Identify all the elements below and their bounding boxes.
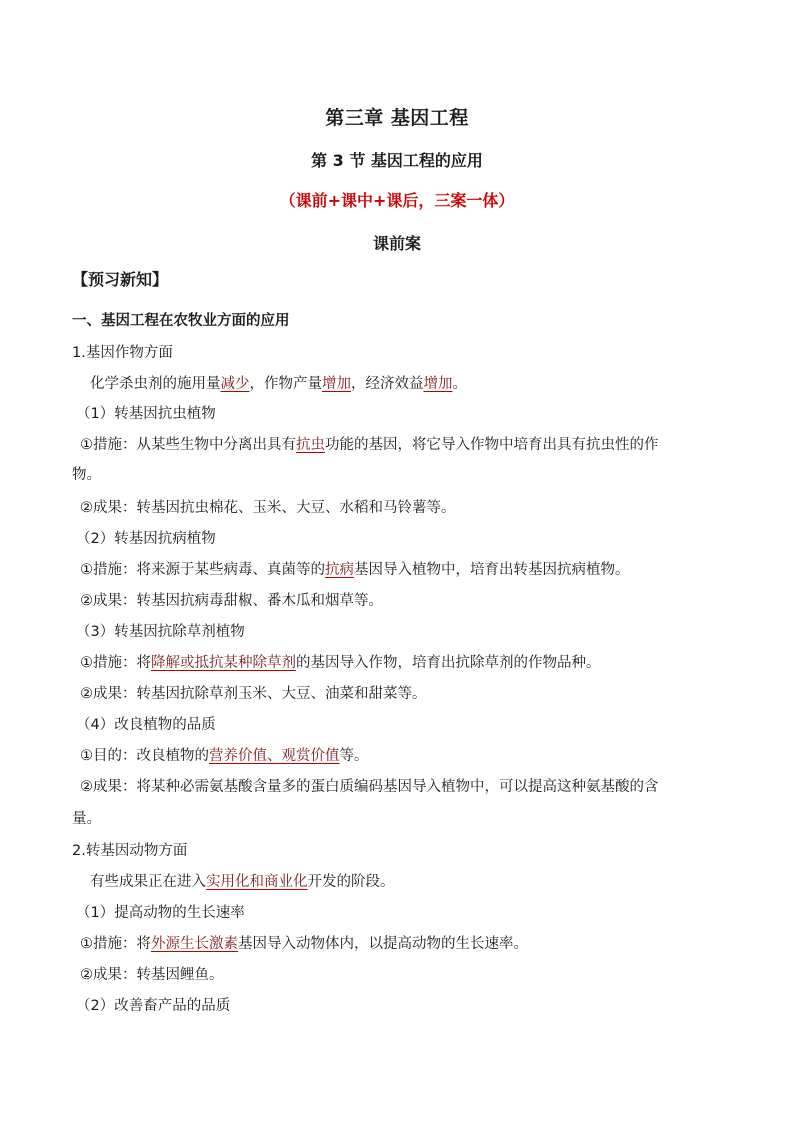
insect-measure-cont: 物。 xyxy=(72,467,101,483)
crops-intro xyxy=(90,374,467,394)
quality-purpose xyxy=(80,746,369,766)
text-run: 开发的阶段。 xyxy=(307,874,395,890)
text-run: ，经济效益 xyxy=(351,376,424,392)
blank-answer: 减少 xyxy=(220,376,250,392)
growth-result: ②成果：转基因鲤鱼。 xyxy=(80,967,224,983)
animals-heading: 2.转基因动物方面 xyxy=(72,843,188,859)
disease-result: ②成果：转基因抗病毒甜椒、番木瓜和烟草等。 xyxy=(80,593,383,609)
quality-heading: （4）改良植物的品质 xyxy=(76,717,216,733)
blank-answer: 抗虫 xyxy=(296,437,325,453)
text-run: ，作物产量 xyxy=(249,376,322,392)
text-run: ①措施：将 xyxy=(80,655,151,671)
chapter-title: 第三章 基因工程 xyxy=(325,107,469,129)
text-run: 。 xyxy=(452,376,467,392)
blank-answer: 增加 xyxy=(423,376,453,392)
disease-heading: （2）转基因抗病植物 xyxy=(76,531,216,547)
pre-class-title: 课前案 xyxy=(372,234,421,253)
tagline: （课前+课中+课后，三案一体） xyxy=(279,191,515,210)
insect-result: ②成果：转基因抗虫棉花、玉米、大豆、水稻和马铃薯等。 xyxy=(80,500,456,516)
livestock-heading: （2）改善畜产品的品质 xyxy=(76,998,231,1014)
crops-heading: 1.基因作物方面 xyxy=(72,345,173,361)
herbicide-measure xyxy=(80,653,601,673)
quality-result: ②成果：将某种必需氨基酸含量多的蛋白质编码基因导入植物中，可以提高这种氨基酸的含 xyxy=(80,779,659,795)
disease-measure xyxy=(80,560,630,580)
preview-heading: 【预习新知】 xyxy=(72,270,169,289)
growth-measure xyxy=(80,934,528,954)
part1-heading: 一、基因工程在农牧业方面的应用 xyxy=(72,313,290,329)
text-run: 的基因导入作物，培育出抗除草剂的作物品种。 xyxy=(296,655,601,671)
text-run: 基因导入植物中，培育出转基因抗病植物。 xyxy=(354,562,630,578)
blank-answer: 外源生长激素 xyxy=(151,936,238,952)
blank-answer: 抗病 xyxy=(325,562,354,578)
blank-answer: 降解或抵抗某种除草剂 xyxy=(151,655,296,671)
quality-result-cont: 量。 xyxy=(72,811,101,827)
text-run: ①措施：将来源于某些病毒、真菌等的 xyxy=(80,562,325,578)
blank-answer: 实用化和商业化 xyxy=(206,874,308,890)
text-run: 化学杀虫剂的施用量 xyxy=(90,376,221,392)
blank-answer: 营养价值、观赏价值 xyxy=(209,748,340,764)
text-run: 有些成果正在进入 xyxy=(90,874,206,890)
insect-measure xyxy=(80,435,659,455)
section-subtitle: 第 3 节 基因工程的应用 xyxy=(311,151,483,170)
text-run: 基因导入动物体内，以提高动物的生长速率。 xyxy=(238,936,528,952)
animals-intro xyxy=(90,872,395,892)
herbicide-result: ②成果：转基因抗除草剂玉米、大豆、油菜和甜菜等。 xyxy=(80,686,427,702)
text-run: 等。 xyxy=(339,748,369,764)
insect-heading: （1）转基因抗虫植物 xyxy=(76,406,216,422)
herbicide-heading: （3）转基因抗除草剂植物 xyxy=(76,624,245,640)
growth-heading: （1）提高动物的生长速率 xyxy=(76,905,245,921)
text-run: ①目的：改良植物的 xyxy=(80,748,209,764)
text-run: 功能的基因，将它导入作物中培育出具有抗虫性的作 xyxy=(325,437,659,453)
text-run: ①措施：将 xyxy=(80,936,151,952)
text-run: ①措施：从某些生物中分离出具有 xyxy=(80,437,296,453)
blank-answer: 增加 xyxy=(322,376,351,392)
